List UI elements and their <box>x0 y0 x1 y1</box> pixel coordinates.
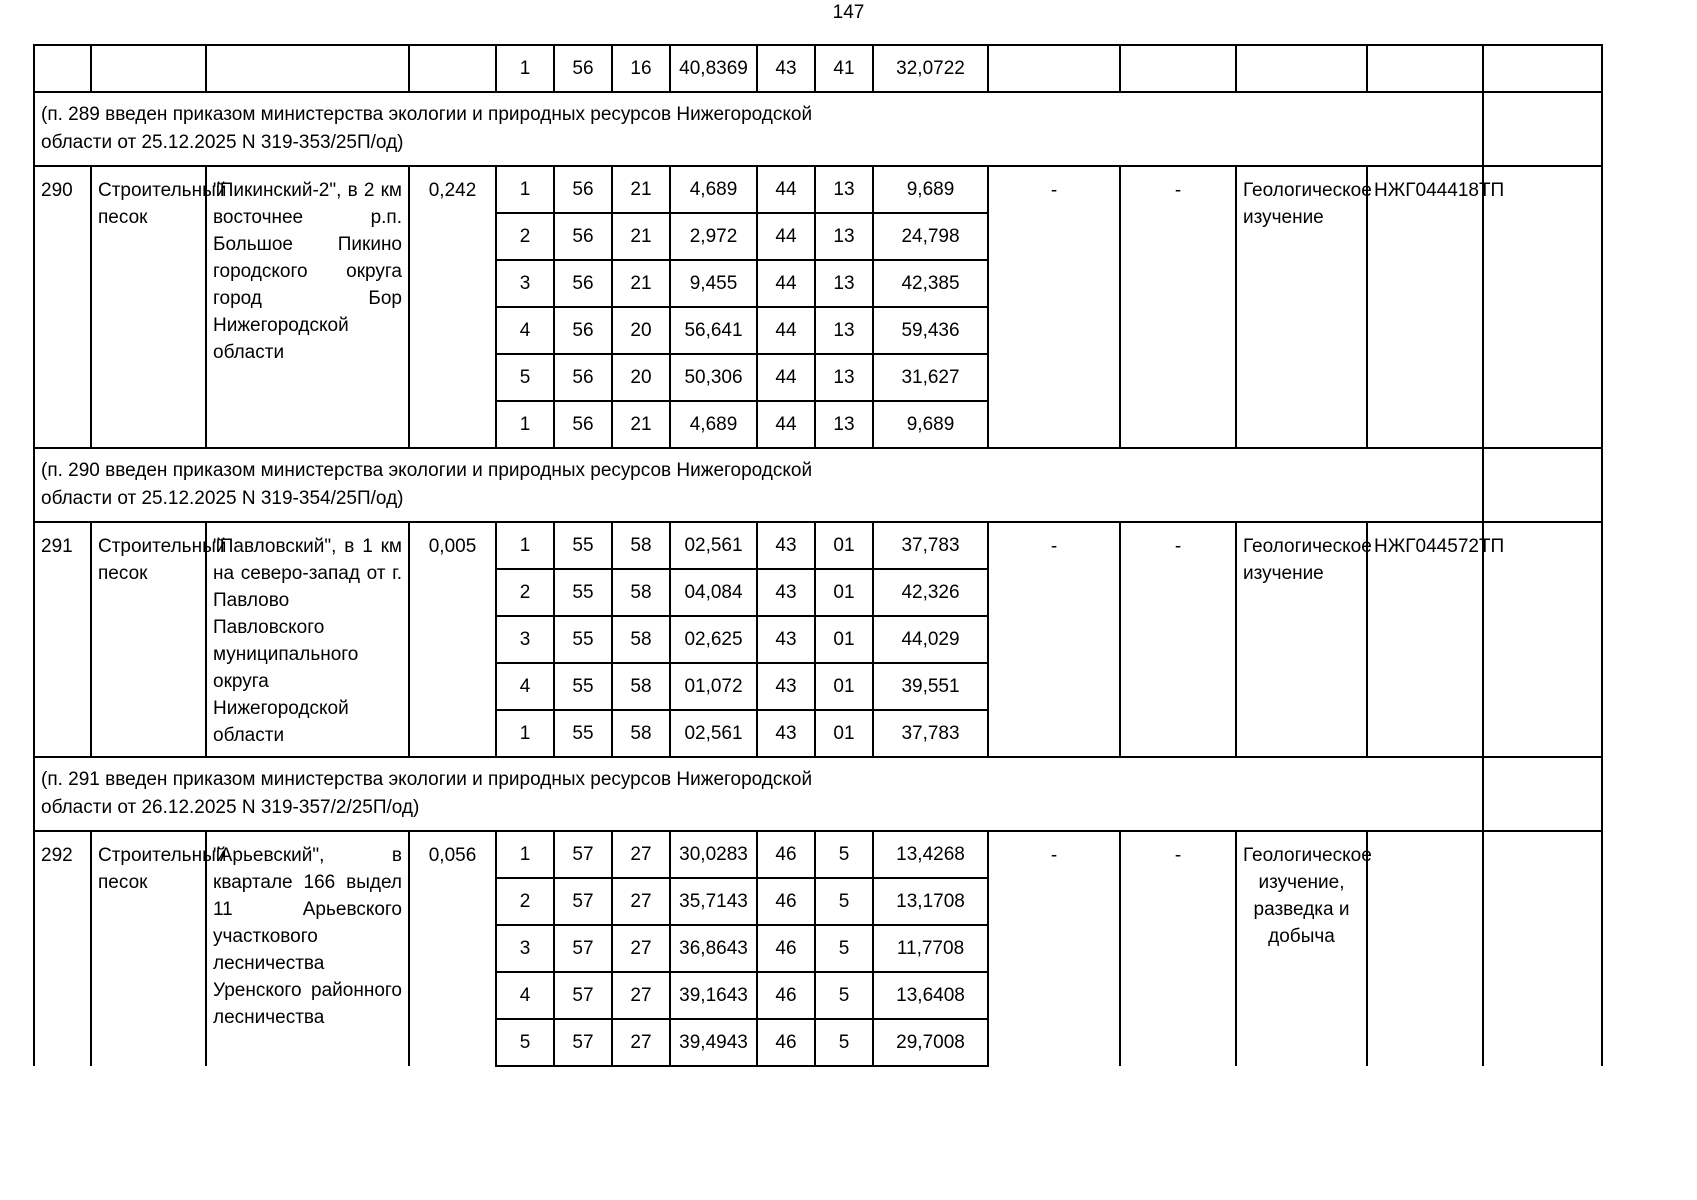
resources-value: - <box>988 522 1120 757</box>
lon-minutes: 13 <box>815 307 873 354</box>
point-number: 4 <box>496 972 554 1019</box>
lat-minutes: 58 <box>612 710 670 757</box>
lat-degrees: 57 <box>554 1019 612 1066</box>
point-number: 4 <box>496 307 554 354</box>
lat-seconds: 36,8643 <box>670 925 757 972</box>
empty-cell <box>1483 448 1602 522</box>
item-number: 290 <box>34 166 91 448</box>
reserves-value: - <box>1120 166 1236 448</box>
lon-seconds: 13,6408 <box>873 972 988 1019</box>
area-value: 0,242 <box>409 166 496 448</box>
amendment-note-row <box>34 757 1602 831</box>
lon-degrees: 46 <box>757 831 815 878</box>
lat-minutes: 21 <box>612 166 670 213</box>
lon-degrees: 46 <box>757 1019 815 1066</box>
lat-minutes: 20 <box>612 307 670 354</box>
lat-minutes: 58 <box>612 616 670 663</box>
lat-degrees: 55 <box>554 663 612 710</box>
lon-minutes: 13 <box>815 213 873 260</box>
lat-minutes: 58 <box>612 569 670 616</box>
use-purpose: Геологическое изучение <box>1236 166 1367 448</box>
table-row <box>34 522 1602 569</box>
license-number: НЖГ044418ТП <box>1367 166 1483 448</box>
lon-degrees: 43 <box>757 663 815 710</box>
empty-cell <box>1120 45 1236 92</box>
lat-seconds: 30,0283 <box>670 831 757 878</box>
empty-cell <box>1483 522 1602 757</box>
lon-seconds: 42,385 <box>873 260 988 307</box>
lat-seconds: 04,084 <box>670 569 757 616</box>
lat-degrees: 56 <box>554 213 612 260</box>
lon-minutes: 13 <box>815 260 873 307</box>
lon-seconds: 13,4268 <box>873 831 988 878</box>
lon-minutes: 01 <box>815 522 873 569</box>
table-body <box>34 45 1602 1066</box>
empty-cell <box>91 45 206 92</box>
lon-seconds: 37,783 <box>873 710 988 757</box>
lat-seconds: 39,1643 <box>670 972 757 1019</box>
lon-degrees: 44 <box>757 166 815 213</box>
lat-seconds: 35,7143 <box>670 878 757 925</box>
lat-minutes: 21 <box>612 401 670 448</box>
point-number: 1 <box>496 166 554 213</box>
page-number: 147 <box>832 2 865 23</box>
lon-minutes: 01 <box>815 663 873 710</box>
item-number: 292 <box>34 831 91 1066</box>
area-value: 0,056 <box>409 831 496 1066</box>
point-number: 2 <box>496 878 554 925</box>
mineral-type: Строительный песок <box>91 166 206 448</box>
reserves-value: - <box>1120 831 1236 1066</box>
subsoil-areas-table <box>33 44 1603 1067</box>
point-number: 3 <box>496 260 554 307</box>
lat-degrees: 56 <box>554 260 612 307</box>
lon-seconds: 11,7708 <box>873 925 988 972</box>
empty-cell <box>1483 757 1602 831</box>
location-description: "Павловский", в 1 км на северо-запад от г. Павлово Павловского муниципального округа Нижегородской области <box>206 522 409 757</box>
lon-minutes: 13 <box>815 401 873 448</box>
empty-cell <box>1483 166 1602 448</box>
use-purpose: Геологическое изучение <box>1236 522 1367 757</box>
lat-seconds: 9,455 <box>670 260 757 307</box>
lon-degrees: 44 <box>757 213 815 260</box>
item-number: 291 <box>34 522 91 757</box>
lat-seconds: 40,8369 <box>670 45 757 92</box>
table-row <box>34 166 1602 213</box>
license-number <box>1367 831 1483 1066</box>
lat-minutes: 21 <box>612 213 670 260</box>
lat-degrees: 57 <box>554 925 612 972</box>
lon-degrees: 43 <box>757 45 815 92</box>
lon-minutes: 01 <box>815 710 873 757</box>
lat-degrees: 57 <box>554 878 612 925</box>
lon-seconds: 37,783 <box>873 522 988 569</box>
amendment-note <box>34 92 1483 166</box>
lat-degrees: 57 <box>554 831 612 878</box>
mineral-type: Строительный песок <box>91 831 206 1066</box>
lat-seconds: 4,689 <box>670 401 757 448</box>
lon-degrees: 46 <box>757 878 815 925</box>
amendment-note-line: (п. 290 введен приказом министерства экологии и природных ресурсов Нижегородской <box>41 460 813 481</box>
empty-cell <box>34 45 91 92</box>
lat-seconds: 2,972 <box>670 213 757 260</box>
lat-seconds: 4,689 <box>670 166 757 213</box>
lat-degrees: 56 <box>554 166 612 213</box>
amendment-note-line: (п. 291 введен приказом министерства экологии и природных ресурсов Нижегородской <box>41 769 813 790</box>
lon-seconds: 31,627 <box>873 354 988 401</box>
empty-cell <box>409 45 496 92</box>
lat-seconds: 02,561 <box>670 522 757 569</box>
lat-minutes: 58 <box>612 663 670 710</box>
lon-seconds: 39,551 <box>873 663 988 710</box>
amendment-note-line: области от 25.12.2025 N 319-354/25П/од) <box>41 488 404 509</box>
lat-minutes: 27 <box>612 1019 670 1066</box>
lat-seconds: 01,072 <box>670 663 757 710</box>
lon-seconds: 32,0722 <box>873 45 988 92</box>
lon-degrees: 43 <box>757 569 815 616</box>
table-row <box>34 45 1602 92</box>
lon-minutes: 01 <box>815 569 873 616</box>
lon-degrees: 46 <box>757 972 815 1019</box>
lat-degrees: 55 <box>554 616 612 663</box>
lat-seconds: 56,641 <box>670 307 757 354</box>
lat-minutes: 27 <box>612 925 670 972</box>
lon-degrees: 46 <box>757 925 815 972</box>
lon-seconds: 59,436 <box>873 307 988 354</box>
license-number: НЖГ044572ТП <box>1367 522 1483 757</box>
lon-seconds: 13,1708 <box>873 878 988 925</box>
lon-minutes: 13 <box>815 354 873 401</box>
lat-degrees: 57 <box>554 972 612 1019</box>
resources-value: - <box>988 831 1120 1066</box>
lon-seconds: 42,326 <box>873 569 988 616</box>
lat-minutes: 20 <box>612 354 670 401</box>
point-number: 3 <box>496 616 554 663</box>
lon-minutes: 41 <box>815 45 873 92</box>
amendment-note <box>34 757 1483 831</box>
lon-seconds: 29,7008 <box>873 1019 988 1066</box>
lat-degrees: 56 <box>554 307 612 354</box>
amendment-note <box>34 448 1483 522</box>
empty-cell <box>206 45 409 92</box>
point-number: 5 <box>496 354 554 401</box>
lon-degrees: 44 <box>757 401 815 448</box>
point-number: 2 <box>496 569 554 616</box>
lat-degrees: 55 <box>554 522 612 569</box>
point-number: 5 <box>496 1019 554 1066</box>
point-number: 4 <box>496 663 554 710</box>
lon-minutes: 5 <box>815 972 873 1019</box>
table-row <box>34 831 1602 878</box>
lon-seconds: 9,689 <box>873 166 988 213</box>
point-number: 1 <box>496 522 554 569</box>
amendment-note-row <box>34 448 1602 522</box>
lat-degrees: 55 <box>554 569 612 616</box>
empty-cell <box>1483 831 1602 1066</box>
lat-minutes: 21 <box>612 260 670 307</box>
use-purpose: Геологическое изучение, разведка и добыча <box>1236 831 1367 1066</box>
lon-minutes: 13 <box>815 166 873 213</box>
mineral-type: Строительный песок <box>91 522 206 757</box>
point-number: 2 <box>496 213 554 260</box>
empty-cell <box>1236 45 1367 92</box>
point-number: 1 <box>496 831 554 878</box>
resources-value: - <box>988 166 1120 448</box>
amendment-note-line: области от 26.12.2025 N 319-357/2/25П/од) <box>41 797 420 818</box>
lat-degrees: 55 <box>554 710 612 757</box>
point-number: 1 <box>496 401 554 448</box>
lon-degrees: 44 <box>757 354 815 401</box>
point-number: 1 <box>496 45 554 92</box>
lon-degrees: 44 <box>757 307 815 354</box>
lat-minutes: 27 <box>612 972 670 1019</box>
lat-minutes: 16 <box>612 45 670 92</box>
amendment-note-line: области от 25.12.2025 N 319-353/25П/од) <box>41 132 404 153</box>
lon-minutes: 5 <box>815 831 873 878</box>
lon-minutes: 5 <box>815 1019 873 1066</box>
lat-degrees: 56 <box>554 401 612 448</box>
lat-seconds: 02,561 <box>670 710 757 757</box>
lon-degrees: 43 <box>757 522 815 569</box>
lon-seconds: 9,689 <box>873 401 988 448</box>
lon-minutes: 5 <box>815 878 873 925</box>
lon-degrees: 43 <box>757 710 815 757</box>
empty-cell <box>1483 92 1602 166</box>
point-number: 1 <box>496 710 554 757</box>
lat-degrees: 56 <box>554 354 612 401</box>
location-description: "Арьевский", в квартале 166 выдел 11 Арьевского участкового лесничества Уренского районного лесничества <box>206 831 409 1066</box>
location-description: "Пикинский-2", в 2 км восточнее р.п. Большое Пикино городского округа город Бор Нижегородской области <box>206 166 409 448</box>
amendment-note-line: (п. 289 введен приказом министерства экологии и природных ресурсов Нижегородской <box>41 104 813 125</box>
lat-minutes: 27 <box>612 831 670 878</box>
amendment-note-row <box>34 92 1602 166</box>
reserves-value: - <box>1120 522 1236 757</box>
lat-seconds: 50,306 <box>670 354 757 401</box>
lat-minutes: 58 <box>612 522 670 569</box>
lon-degrees: 44 <box>757 260 815 307</box>
lat-seconds: 02,625 <box>670 616 757 663</box>
point-number: 3 <box>496 925 554 972</box>
empty-cell <box>988 45 1120 92</box>
area-value: 0,005 <box>409 522 496 757</box>
lon-degrees: 43 <box>757 616 815 663</box>
lon-minutes: 5 <box>815 925 873 972</box>
lon-seconds: 24,798 <box>873 213 988 260</box>
empty-cell <box>1367 45 1483 92</box>
lon-minutes: 01 <box>815 616 873 663</box>
empty-cell <box>1483 45 1602 92</box>
lon-seconds: 44,029 <box>873 616 988 663</box>
lat-seconds: 39,4943 <box>670 1019 757 1066</box>
lat-degrees: 56 <box>554 45 612 92</box>
lat-minutes: 27 <box>612 878 670 925</box>
